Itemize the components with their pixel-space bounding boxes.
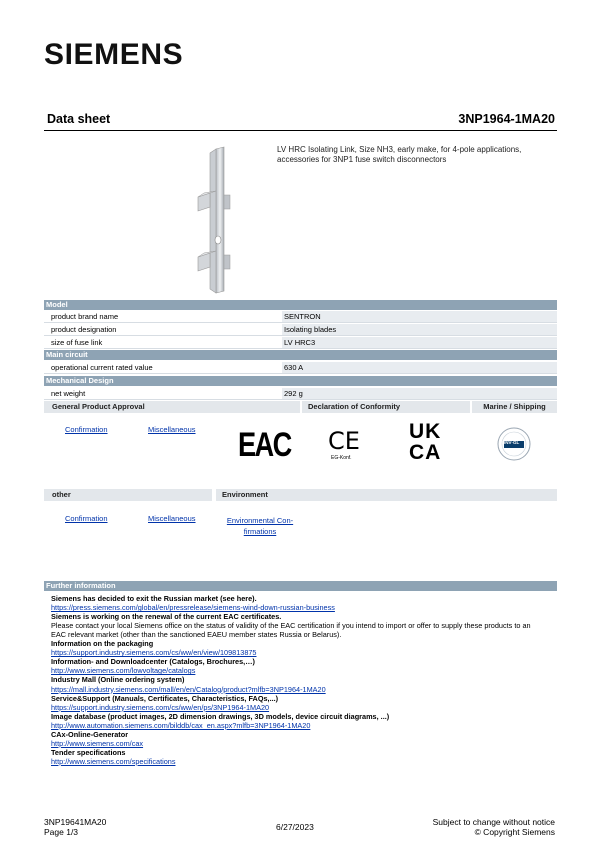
other-confirmation-link[interactable]: Confirmation [65,514,108,523]
footer-copyright: © Copyright Siemens [474,827,555,837]
info-heading: Information on the packaging [51,639,154,649]
page-title: Data sheet [47,112,111,126]
row-key: product designation [51,325,117,334]
header-divider [44,130,557,131]
table-row [44,311,557,323]
siemens-logo: SIEMENS [44,38,184,71]
other-header: other [44,489,212,501]
info-link[interactable]: http://www.siemens.com/cax [51,738,144,748]
ce-logo: CE [328,427,360,455]
ukca-logo-bottom: CA [409,441,442,464]
row-key: net weight [51,389,86,398]
section-further-information: Further information [44,581,557,591]
environment-header: Environment [216,489,557,501]
row-key: product brand name [51,312,119,321]
info-link[interactable]: https://press.siemens.com/global/en/pressrelease/siemens-wind-down-russian-business [51,603,335,613]
general-approval-header: General Product Approval [44,401,300,413]
environmental-confirmations-link[interactable] [224,514,296,536]
footer-date: 6/27/2023 [276,822,314,832]
info-heading: Siemens is working on the renewal of the current EAC certificates. [51,612,282,622]
info-link[interactable]: https://support.industry.siemens.com/cs/ww/en/ps/3NP1964-1MA20 [51,702,270,712]
eac-logo: EAC [238,426,291,464]
row-key: operational current rated value [51,363,153,372]
info-text: Please contact your local Siemens office on the status of validity of the EAC certification if you intend to import or offer to supply these products to an [51,621,531,631]
info-text: EAC relevant market (other than the sanctioned EAEU member states Russia or Belarus). [51,630,342,640]
info-heading: Tender specifications [51,747,126,757]
info-heading: Industry Mall (Online ordering system) [51,675,185,685]
footer-code: 3NP19641MA20 [44,817,107,827]
info-heading: Information- and Downloadcenter (Catalogs, Brochures,…) [51,657,255,667]
other-miscellaneous-link[interactable]: Miscellaneous [148,514,196,523]
row-value: SENTRON [282,311,557,322]
footer-notice: Subject to change without notice [432,817,555,827]
product-image [190,145,240,295]
marine-header: Marine / Shipping [472,401,557,413]
info-heading: Service&Support (Manuals, Certificates, Characteristics, FAQs,...) [51,693,279,703]
environmental-link-line2[interactable]: firmations [243,527,277,536]
declaration-header: Declaration of Conformity [302,401,470,413]
section-main-circuit: Main circuit [44,350,557,360]
row-value: Isolating blades [282,324,557,335]
row-key: size of fuse link [51,338,103,347]
ukca-logo-top: UK [409,420,442,443]
footer-page: Page 1/3 [44,827,79,837]
info-link[interactable]: http://www.siemens.com/specifications [51,756,176,766]
table-row [44,337,557,349]
info-heading: Image database (product images, 2D dimension drawings, 3D models, device circuit diagrams, ...) [51,711,390,721]
table-row [44,362,557,374]
section-model: Model [44,300,557,310]
info-link[interactable]: http://www.automation.siemens.com/bilddb/cax_en.aspx?mlfb=3NP1964-1MA20 [51,720,311,730]
info-link[interactable]: https://support.industry.siemens.com/cs/ww/en/view/109813875 [51,648,257,658]
environmental-link-line1[interactable]: Environmental Con- [226,516,294,525]
row-value: 630 A [282,362,557,373]
product-code: 3NP1964-1MA20 [458,112,555,126]
product-description: LV HRC Isolating Link, Size NH3, early make, for 4-pole applications, accessories for 3NP1 fuse switch disconnectors [277,145,522,164]
row-value: 292 g [282,388,557,399]
table-row [44,324,557,336]
table-row [44,388,557,400]
info-heading: CAx-Online-Generator [51,729,129,739]
row-value: LV HRC3 [282,337,557,348]
info-link[interactable]: https://mall.industry.siemens.com/mall/en/en/Catalog/product?mlfb=3NP1964-1MA20 [51,684,326,694]
info-heading: Siemens has decided to exit the Russian market (see here). [51,594,257,603]
dnv-logo-text: DNV·GL [502,440,520,445]
section-mechanical-design: Mechanical Design [44,376,557,386]
confirmation-link[interactable]: Confirmation [65,425,108,434]
info-link[interactable]: http://www.siemens.com/lowvoltage/catalogs [51,666,196,676]
miscellaneous-link[interactable]: Miscellaneous [148,425,196,434]
ce-caption: EG-Konf. [331,455,352,461]
